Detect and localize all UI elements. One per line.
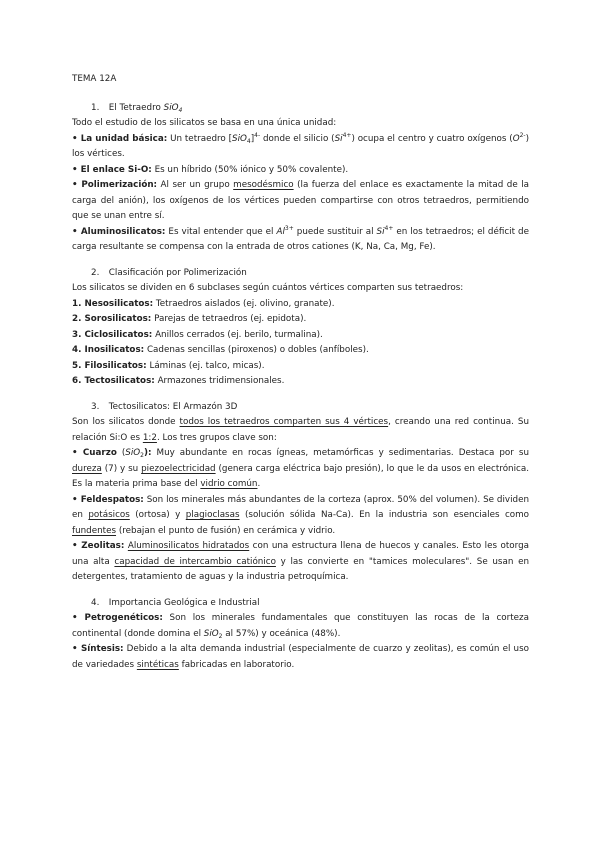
text: Son los silicatos donde [72, 417, 180, 427]
text: y las convierte en "tamices moleculares". Se usan en detergentes, tratamiento de aguas y la industria petroquímica. [72, 556, 529, 582]
text: en los tetraedros; el déficit de carga resultante se compensa con la entrada de otros cationes (K, Na, Ca, Mg, Fe). [72, 226, 529, 252]
list-item-text: Láminas (ej. talco, micas). [146, 360, 265, 371]
superscript: 4+ [342, 131, 352, 139]
bullet-label: • Zeolitas: [72, 541, 125, 551]
underlined-term: vidrio común [200, 479, 258, 489]
underlined-term: fundentes [72, 525, 117, 536]
list-item-label: 1. Nesosilicatos: [72, 298, 154, 309]
bullet-label: • Cuarzo [72, 448, 117, 458]
formula: O [512, 133, 520, 144]
text: Son los minerales más abundantes de la corteza (aprox. 50% del volumen). Se dividen en [72, 494, 530, 520]
text: Muy abundante en rocas ígneas, metamórficas y sedimentarias. Destaca por su [151, 448, 529, 458]
text: Es un híbrido (50% iónico y 50% covalente). [151, 164, 349, 175]
underlined-term: sintéticas [136, 659, 179, 670]
list-item [72, 328, 529, 344]
formula: Si [334, 133, 343, 144]
section-2-intro: Los silicatos se dividen en 6 subclases según cuántos vértices comparten sus tetraedros: [72, 283, 464, 293]
text: Debido a la alta demanda industrial (especialmente de cuarzo y zeolitas), es común el uso de variedades [72, 644, 529, 670]
spacer [72, 256, 529, 266]
underlined-term: plagioclasas [185, 510, 240, 520]
text: . [257, 479, 261, 489]
list-item-text: Cadenas sencillas (piroxenos) o dobles (anfíboles). [144, 345, 369, 355]
section-4-title: Importancia Geológica e Industrial [108, 597, 260, 608]
section-1-intro: Todo el estudio de los silicatos se basa en una única unidad: [72, 118, 337, 128]
text: ) los vértices. [72, 133, 530, 159]
text: (la fuerza del enlace es exactamente la mitad de la carga del anión), los oxígenos de los vértices pueden compartirse con otros tetraedros, permitiendo que se unan entre sí. [72, 180, 529, 221]
formula: Si [376, 226, 385, 237]
list-item-label: 4. Inosilicatos: [72, 345, 145, 355]
section-4-number: 4. [91, 597, 100, 608]
bullet-label: • Feldespatos: [72, 494, 144, 505]
bullet-cuarzo [72, 446, 529, 493]
text: donde el silicio ( [260, 133, 335, 144]
bullet-label: • Polimerización: [72, 180, 158, 190]
section-1-title: El Tetraedro [108, 102, 164, 113]
bullet-label: • Petrogenéticos: [72, 613, 163, 623]
list-item [72, 297, 529, 313]
bullet-feldespatos [72, 493, 529, 540]
underlined-term: potásicos [88, 510, 130, 520]
section-1-formula: SiO [163, 102, 179, 113]
bullet-zeolitas [72, 539, 529, 586]
spacer [72, 390, 529, 400]
section-3-intro [72, 415, 529, 446]
section-2-heading [72, 266, 529, 282]
bullet-aluminosilicatos [72, 225, 529, 256]
text: , creando una red continua. Su relación Si:O es [72, 417, 529, 443]
superscript: 3+ [284, 224, 294, 232]
list-item-label: 5. Filosilicatos: [72, 360, 147, 371]
text: (ortosa) y [129, 510, 186, 520]
text: (genera carga eléctrica bajo presión), lo que le da usos en electrónica. Es la materia prima base del [72, 463, 529, 489]
text: ) ocupa el centro y cuatro oxígenos ( [351, 133, 513, 144]
underlined-term: todos los tetraedros comparten sus 4 vértices [179, 417, 389, 427]
underlined-term: piezoelectricidad [141, 463, 216, 474]
formula: Al [276, 226, 285, 237]
text: fabricadas en laboratorio. [178, 659, 295, 670]
bullet-petrogeneticos [72, 611, 529, 642]
bullet-sintesis [72, 642, 529, 673]
bullet-label: • Aluminosilicatos: [72, 226, 166, 237]
section-3-title: Tectosilicatos: El Armazón 3D [108, 401, 238, 412]
superscript: 4- [254, 131, 261, 139]
text: puede sustituir al [293, 226, 377, 237]
list-item-text: Parejas de tetraedros (ej. epidota). [151, 314, 307, 324]
subscript: 2 [218, 632, 223, 640]
list-item-text: Tetraedros aislados (ej. olivino, granate). [153, 298, 335, 309]
text: (solución sólida Na-Ca). En la industria son esenciales como [239, 510, 529, 520]
underlined-term: dureza [72, 463, 102, 474]
section-3-heading [72, 400, 529, 416]
section-1-formula-sub: 4 [178, 106, 183, 114]
section-3-number: 3. [91, 401, 100, 412]
bullet-label: • La unidad básica: [72, 133, 168, 144]
spacer [72, 586, 529, 596]
list-item-text: Anillos cerrados (ej. berilo, turmalina). [152, 329, 323, 340]
section-4-heading [72, 596, 529, 612]
section-2-number: 2. [91, 267, 100, 278]
underlined-term: capacidad de intercambio catiónico [114, 556, 276, 567]
list-item-label: 2. Sorosilicatos: [72, 314, 152, 324]
text: . Los tres grupos clave son: [156, 432, 277, 443]
underlined-term: 1:2 [142, 432, 157, 443]
section-1-heading [72, 101, 529, 117]
text: ): [144, 448, 152, 458]
text: (7) y su [101, 463, 142, 474]
list-item-text: Armazones tridimensionales. [154, 376, 285, 386]
list-item-label: 3. Ciclosilicatos: [72, 329, 153, 340]
superscript: 4+ [384, 224, 394, 232]
bullet-polimerizacion [72, 178, 529, 225]
text: ] [250, 133, 255, 144]
formula: SiO [232, 133, 247, 144]
formula: SiO [203, 628, 219, 639]
formula: SiO [125, 448, 141, 458]
section-2-title: Clasificación por Polimerización [108, 267, 247, 278]
text: (rebajan el punto de fusión) en cerámica y vidrio. [116, 525, 336, 536]
list-item [72, 359, 529, 375]
document-title: TEMA 12A [72, 74, 117, 84]
list-item [72, 312, 529, 328]
list-item [72, 343, 529, 359]
text: Son los minerales fundamentales que constituyen las rocas de la corteza continental (donde domina el [72, 613, 529, 639]
bullet-label: • El enlace Si-O: [72, 164, 152, 175]
list-item [72, 374, 529, 390]
bullet-label: • Síntesis: [72, 644, 124, 654]
subscript: 4 [246, 137, 251, 145]
text: Al ser un grupo [157, 180, 234, 190]
subscript: 2 [140, 452, 144, 459]
bullet-unidad-basica [72, 132, 529, 163]
text: ( [116, 448, 126, 458]
text: con una estructura llena de huecos y canales. Esto les otorga una alta [72, 541, 529, 567]
bullet-enlace [72, 163, 529, 179]
section-1-number: 1. [91, 102, 100, 113]
superscript: 2- [519, 131, 526, 139]
underlined-term: mesodésmico [233, 180, 294, 190]
text: Es vital entender que el [165, 226, 277, 237]
text: Un tetraedro [ [167, 133, 233, 144]
text: al 57%) y oceánica (48%). [222, 628, 341, 639]
underlined-term: Aluminosilicatos hidratados [127, 541, 250, 551]
list-item-label: 6. Tectosilicatos: [72, 376, 155, 386]
